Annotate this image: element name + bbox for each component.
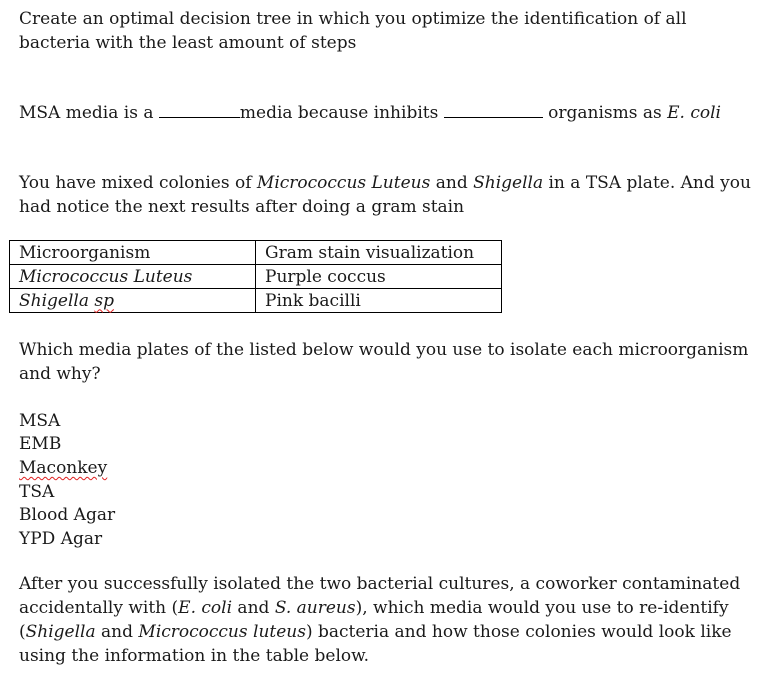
table-row (10, 289, 502, 313)
final-organism-b: S. aureus (274, 598, 356, 618)
scenario-text-b: and (430, 173, 474, 193)
fill-blank-question (19, 101, 721, 125)
table-header-row (10, 241, 502, 265)
table-cell-organism (10, 289, 256, 313)
final-line-2 (19, 596, 729, 620)
scenario-organism-2: Shigella (473, 173, 544, 193)
final-organism-c: Shigella (25, 622, 96, 642)
fill-blank-text-1: MSA media is a (19, 103, 159, 123)
gram-stain-table (9, 240, 502, 313)
table-row (10, 265, 502, 289)
media-item: Blood Agar (19, 505, 116, 525)
media-item: MSA (19, 411, 61, 431)
fill-blank-text-3: organisms as (542, 103, 668, 123)
table-cell-result: Pink bacilli (256, 289, 502, 313)
table-header-cell: Microorganism (10, 241, 256, 265)
answer-blank-2[interactable] (444, 102, 543, 118)
answer-blank-1[interactable] (159, 102, 240, 118)
table-header-cell: Gram stain visualization (256, 241, 502, 265)
question-line-2: and why? (19, 364, 101, 384)
table-cell-result: Purple coccus (256, 265, 502, 289)
final-text-f: ) bacteria and how those colonies would look like (305, 622, 732, 642)
scenario-text-a: You have mixed colonies of (19, 173, 257, 193)
media-item: YPD Agar (19, 529, 103, 549)
final-line-4: using the information in the table below. (19, 646, 370, 666)
final-text-c: ), which media would you use to re-identify (355, 598, 729, 618)
final-organism-d: Micrococcus luteus (138, 622, 306, 642)
scenario-line-2: had notice the next results after doing a gram stain (19, 197, 465, 217)
scenario-organism-1: Micrococcus Luteus (256, 173, 431, 193)
final-organism-a: E. coli (178, 598, 233, 618)
final-text-a: accidentally with ( (19, 598, 179, 618)
final-text-e: and (95, 622, 139, 642)
intro-line-2: bacteria with the least amount of steps (19, 33, 357, 53)
media-item: EMB (19, 434, 62, 454)
final-text-b: and (232, 598, 275, 618)
final-text-d: ( (19, 622, 26, 642)
fill-blank-text-2: media because inhibits (239, 103, 444, 123)
fill-blank-example: E. coli (667, 103, 721, 123)
scenario-text-c: in a TSA plate. And you (543, 173, 751, 193)
scenario-line-1 (19, 171, 751, 195)
intro-line-1: Create an optimal decision tree in which you optimize the identification of all (19, 9, 687, 29)
organism-species: sp (94, 290, 114, 311)
organism-genus: Shigella (19, 290, 89, 311)
media-item: Maconkey (19, 458, 108, 478)
final-line-1: After you successfully isolated the two bacterial cultures, a coworker contaminated (19, 574, 741, 594)
final-line-3 (19, 620, 732, 644)
question-line-1: Which media plates of the listed below would you use to isolate each microorganism (19, 340, 749, 360)
media-item: TSA (19, 482, 55, 502)
table-cell-organism: Micrococcus Luteus (10, 265, 256, 289)
